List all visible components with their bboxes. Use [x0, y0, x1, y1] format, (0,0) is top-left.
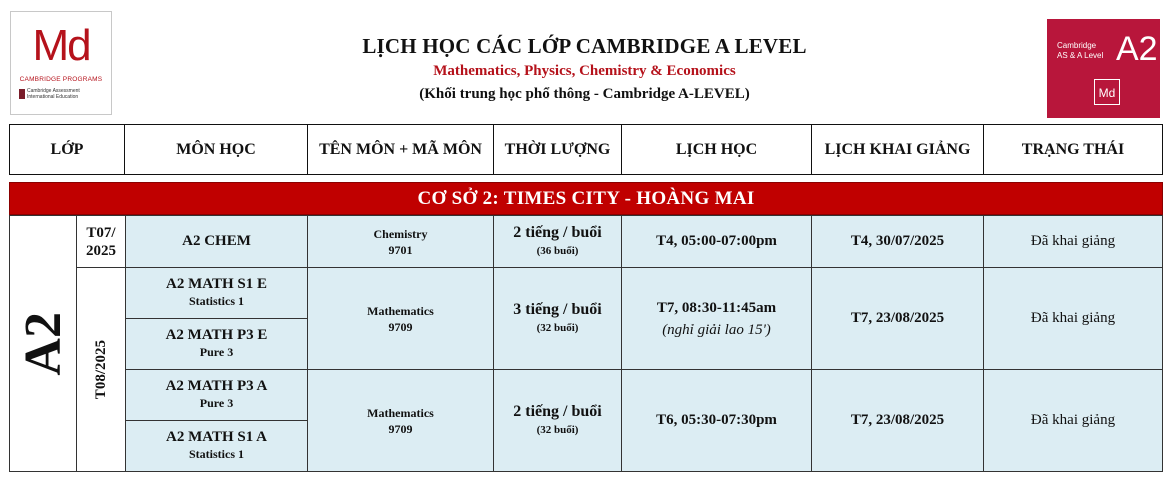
- logo-caption-line: Cambridge Assessment: [27, 88, 80, 94]
- campus-banner: CƠ SỞ 2: TIMES CITY - HOÀNG MAI: [9, 182, 1163, 215]
- duration-text: 2 tiếng / buổi: [513, 223, 602, 241]
- course-subtitle: Pure 3: [199, 345, 234, 359]
- course-subtitle: Statistics 1: [189, 447, 244, 461]
- schedule-cell: [621, 267, 812, 370]
- course-name: A2 CHEM: [182, 233, 251, 249]
- md-logo-mark: Md: [1094, 79, 1120, 105]
- course-name: A2 MATH P3 E: [165, 327, 268, 343]
- course-name: A2 MATH S1 E: [166, 276, 267, 292]
- page-title: LỊCH HỌC CÁC LỚP CAMBRIDGE A LEVEL: [362, 34, 807, 58]
- level-cell: [9, 215, 77, 472]
- course-cell: [125, 267, 308, 319]
- subject-code: 9709: [388, 421, 413, 436]
- subject-name: Mathematics: [367, 303, 434, 318]
- subject-name: Chemistry: [373, 226, 428, 241]
- sessions-count: (36 buổi): [536, 244, 579, 257]
- logo-text-line: AS & A Level: [1057, 51, 1104, 60]
- subject-code-cell: [307, 215, 494, 268]
- column-header-class: LỚP: [9, 124, 125, 175]
- subject-code: 9701: [388, 242, 413, 257]
- page-subtitle: Mathematics, Physics, Chemistry & Economics: [433, 63, 736, 79]
- logo-text-line: Cambridge: [1057, 41, 1097, 50]
- start-date-cell: [811, 369, 984, 472]
- course-name: A2 MATH P3 A: [165, 378, 268, 394]
- month-label: T07/: [86, 224, 116, 241]
- course-name: A2 MATH S1 A: [166, 429, 267, 445]
- schedule-text: T7, 08:30-11:45am: [656, 299, 777, 316]
- column-header-schedule: LỊCH HỌC: [621, 124, 812, 175]
- duration-cell: [493, 215, 622, 268]
- course-cell: [125, 215, 308, 268]
- duration-text: 2 tiếng / buổi: [513, 402, 602, 420]
- status-text: Đã khai giảng: [1030, 233, 1116, 249]
- start-date-text: T7, 23/08/2025: [850, 412, 945, 428]
- start-date-cell: [811, 215, 984, 268]
- column-header-status: TRẠNG THÁI: [983, 124, 1163, 175]
- duration-text: 3 tiếng / buổi: [513, 300, 602, 318]
- month-cell: [76, 215, 126, 268]
- status-cell: [983, 267, 1163, 370]
- status-text: Đã khai giảng: [1030, 412, 1116, 428]
- logo-caption-line: International Education: [27, 94, 79, 100]
- course-cell: [125, 420, 308, 472]
- month-label: T08/2025: [92, 339, 109, 400]
- subject-name: Mathematics: [367, 405, 434, 420]
- sessions-count: (32 buổi): [536, 423, 579, 436]
- start-date-cell: [811, 267, 984, 370]
- course-cell: [125, 369, 308, 421]
- course-subtitle: Statistics 1: [189, 294, 244, 308]
- start-date-text: T4, 30/07/2025: [850, 233, 945, 249]
- duration-cell: [493, 267, 622, 370]
- schedule-text: T6, 05:30-07:30pm: [656, 412, 777, 428]
- start-date-text: T7, 23/08/2025: [850, 310, 945, 326]
- page-subtitle-secondary: (Khối trung học phổ thông - Cambridge A-LEVEL): [419, 86, 750, 102]
- course-subtitle: Pure 3: [199, 396, 234, 410]
- status-cell: [983, 369, 1163, 472]
- schedule-cell: [621, 215, 812, 268]
- column-header-subject-code: TÊN MÔN + MÃ MÔN: [307, 124, 494, 175]
- month-label: 2025: [86, 242, 116, 259]
- md-logo-mark: Md: [32, 21, 90, 70]
- subject-code: 9709: [388, 319, 413, 334]
- column-header-course: MÔN HỌC: [124, 124, 308, 175]
- schedule-cell: [621, 369, 812, 472]
- status-cell: [983, 215, 1163, 268]
- status-text: Đã khai giảng: [1030, 310, 1116, 326]
- subject-code-cell: [307, 369, 494, 472]
- logo-caption: CAMBRIDGE PROGRAMS: [19, 76, 103, 83]
- schedule-text: T4, 05:00-07:00pm: [656, 233, 777, 249]
- level-label: A2: [14, 311, 72, 376]
- column-header-duration: THỜI LƯỢNG: [493, 124, 622, 175]
- logo-a2-text: A2: [1116, 30, 1158, 68]
- sessions-count: (32 buổi): [536, 321, 579, 334]
- course-cell: [125, 318, 308, 370]
- column-header-start-date: LỊCH KHAI GIẢNG: [811, 124, 984, 175]
- month-cell: [76, 267, 126, 472]
- duration-cell: [493, 369, 622, 472]
- subject-code-cell: [307, 267, 494, 370]
- schedule-note: (nghỉ giải lao 15'): [662, 321, 771, 338]
